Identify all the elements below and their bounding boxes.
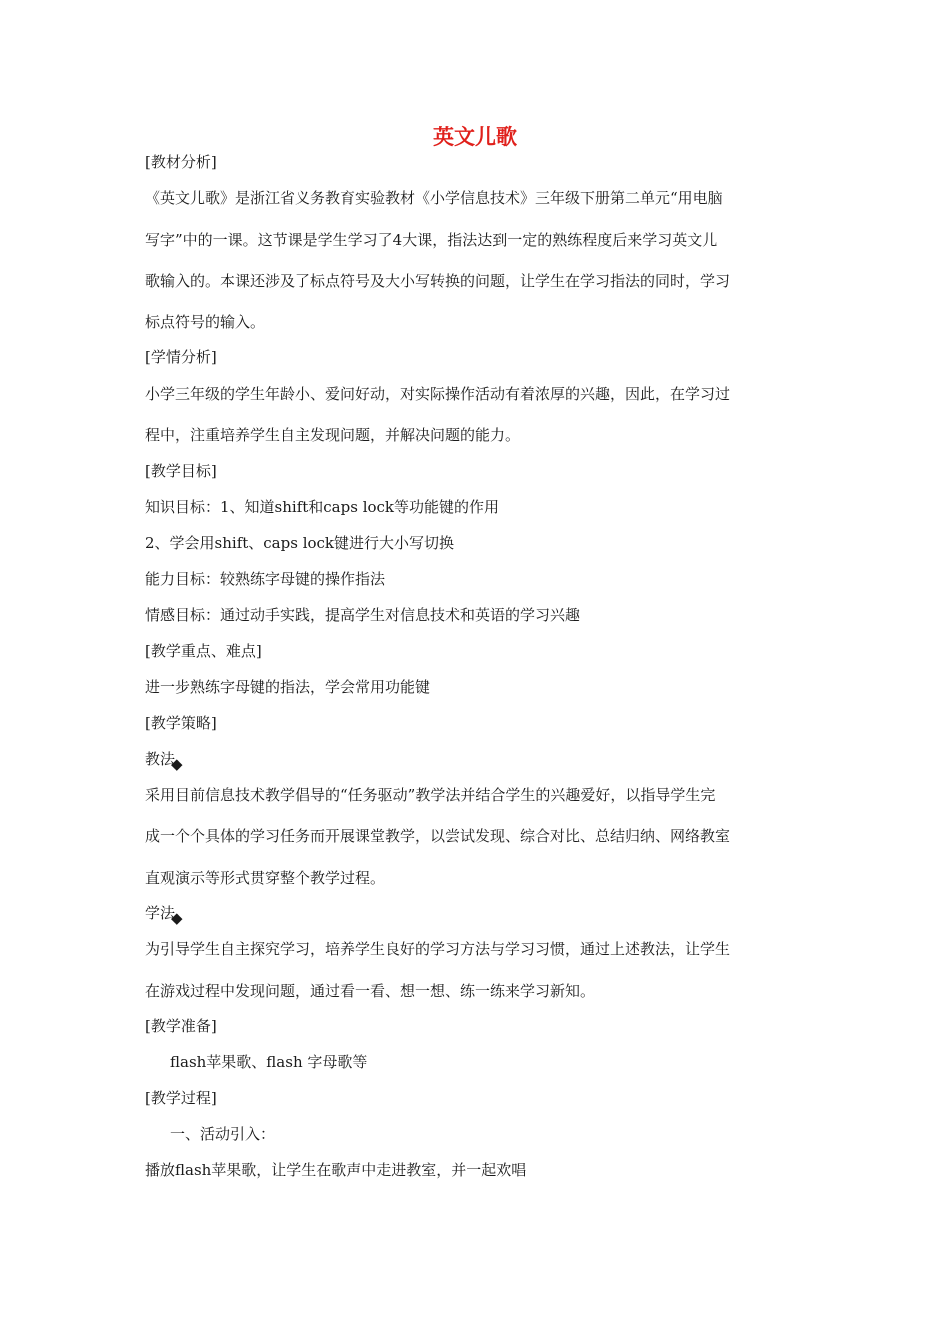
subheading-label: 学法 [145, 904, 176, 922]
section-heading-material-analysis: [教材分析] [145, 153, 217, 171]
paragraph-line: 采用目前信息技术教学倡导的“任务驱动”教学法并结合学生的兴趣爱好，以指导学生完 [145, 786, 716, 804]
paragraph-line: 小学三年级的学生年龄小、爱问好动，对实际操作活动有着浓厚的兴趣，因此，在学习过 [145, 385, 731, 403]
paragraph-line: 程中，注重培养学生自主发现问题，并解决问题的能力。 [145, 426, 521, 444]
paragraph-line: 知识目标：1、知道shift和caps lock等功能键的作用 [145, 498, 500, 516]
subheading-teaching-method [145, 749, 805, 773]
section-heading-teaching-process: [教学过程] [145, 1089, 217, 1107]
diamond-bullet-icon: ◆ [171, 909, 183, 927]
page-title: 英文儿歌 [433, 124, 517, 149]
section-heading-teaching-goals: [教学目标] [145, 462, 217, 480]
paragraph-line: 《英文儿歌》是浙江省义务教育实验教材《小学信息技术》三年级下册第二单元“用电脑 [145, 189, 723, 207]
subheading-learning-method [145, 903, 805, 927]
section-heading-teaching-strategy: [教学策略] [145, 714, 217, 732]
section-heading-student-analysis: [学情分析] [145, 348, 217, 366]
diamond-bullet-icon: ◆ [171, 755, 183, 773]
paragraph-line: 成一个个具体的学习任务而开展课堂教学，以尝试发现、综合对比、总结归纳、网络教室 [145, 827, 731, 845]
paragraph-line: 情感目标：通过动手实践，提高学生对信息技术和英语的学习兴趣 [145, 606, 581, 624]
paragraph-line: 直观演示等形式贯穿整个教学过程。 [145, 869, 386, 887]
paragraph-line: 播放flash苹果歌，让学生在歌声中走进教室，并一起欢唱 [145, 1161, 527, 1179]
paragraph-line: 写字”中的一课。这节课是学生学习了4大课，指法达到一定的熟练程度后来学习英文儿 [145, 231, 718, 249]
paragraph-line: 标点符号的输入。 [145, 313, 266, 331]
subheading-label: 教法 [145, 750, 176, 768]
paragraph-line: 一、活动引入： [170, 1125, 276, 1143]
paragraph-line: flash苹果歌、flash 字母歌等 [170, 1053, 368, 1071]
section-heading-preparation: [教学准备] [145, 1017, 217, 1035]
paragraph-line: 在游戏过程中发现问题，通过看一看、想一想、练一练来学习新知。 [145, 982, 596, 1000]
paragraph-line: 为引导学生自主探究学习，培养学生良好的学习方法与学习习惯，通过上述教法，让学生 [145, 940, 731, 958]
paragraph-line: 歌输入的。本课还涉及了标点符号及大小写转换的问题，让学生在学习指法的同时，学习 [145, 272, 731, 290]
section-heading-key-points: [教学重点、难点] [145, 642, 262, 660]
paragraph-line: 能力目标：较熟练字母键的操作指法 [145, 570, 386, 588]
paragraph-line: 进一步熟练字母键的指法，学会常用功能键 [145, 678, 431, 696]
paragraph-line: 2、学会用shift、caps lock键进行大小写切换 [145, 534, 455, 552]
